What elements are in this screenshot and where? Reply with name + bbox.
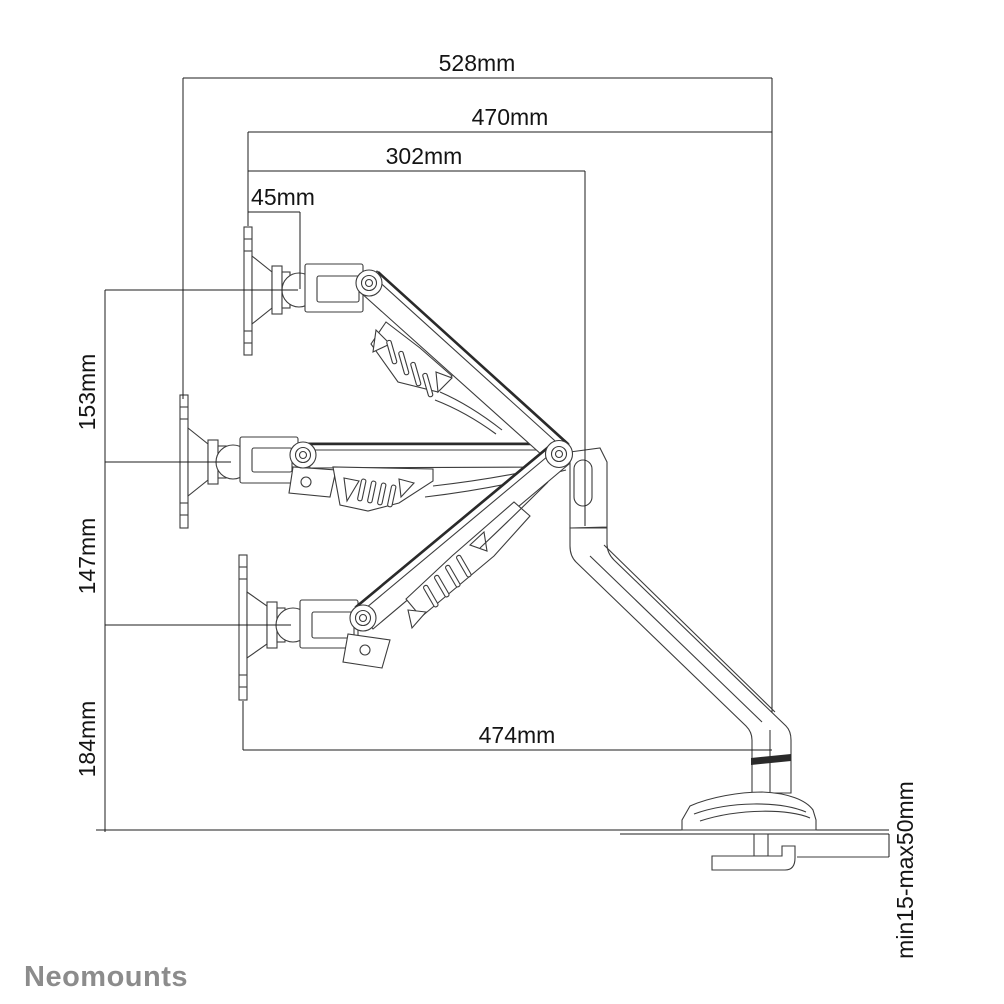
dimension-label-arm-reach: 470mm (471, 104, 549, 130)
dimension-label-total-width: 528mm (438, 50, 516, 76)
dimension-label-drop-middle: 147mm (74, 517, 100, 595)
dimension-left-chain (74, 290, 298, 832)
dimension-470 (248, 104, 772, 226)
arm-top-position (244, 227, 569, 464)
pivot-joint (356, 270, 382, 296)
post-and-clamp (546, 441, 890, 871)
dimension-474 (243, 701, 772, 750)
elbow-joint (546, 441, 573, 468)
dimension-528 (183, 50, 772, 399)
riser-beam (570, 528, 791, 793)
dimension-label-horizontal-reach: 474mm (478, 722, 556, 748)
pivot-joint (290, 442, 316, 468)
dimension-label-desk-thickness: min15-max50mm (892, 781, 918, 959)
arm-link (303, 443, 560, 468)
brand-logo: Neomounts (24, 961, 188, 993)
dimension-desk-thickness (889, 781, 918, 959)
dimension-label-front-extension: 302mm (385, 143, 463, 169)
dimension-label-drop-top: 153mm (74, 353, 100, 431)
clamp-column (754, 834, 768, 856)
pivot-joint (350, 605, 376, 631)
dimension-label-drop-bottom: 184mm (74, 700, 100, 778)
dimension-label-vesa-offset: 45mm (251, 184, 315, 210)
cutout-triangle (408, 610, 426, 628)
